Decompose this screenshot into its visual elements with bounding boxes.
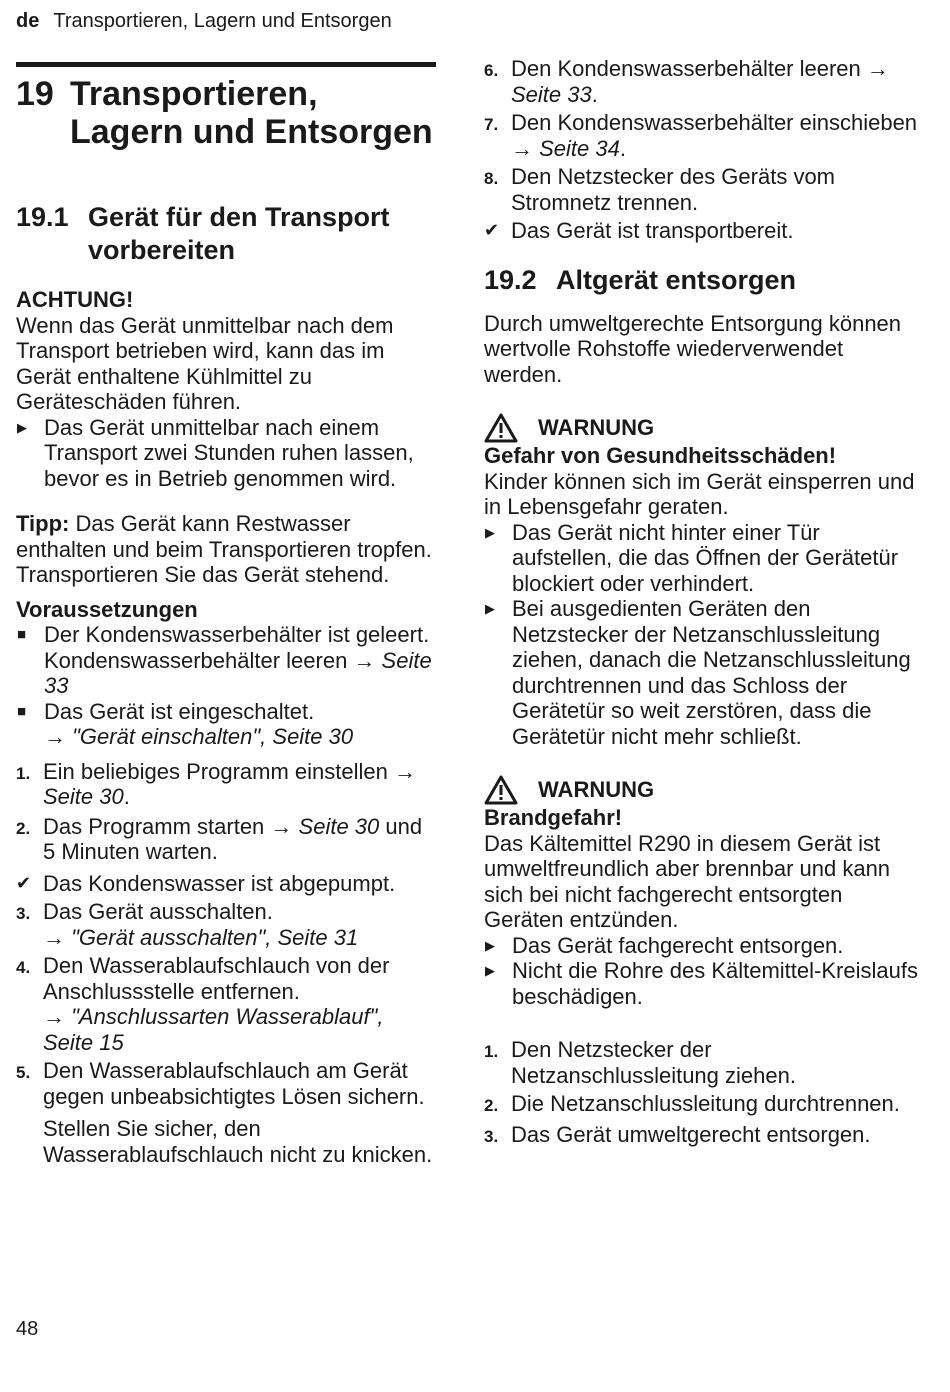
checkmark-icon: ✔ <box>16 872 32 893</box>
section-heading-19-1 <box>16 201 436 267</box>
step-text: Den Kondenswasserbehälter einschieben → <box>511 110 918 161</box>
warning-heading <box>484 413 924 443</box>
tip-text: Das Gerät kann Restwasser enthalten und beim Transportieren tropfen. Transportieren Sie das Gerät stehend. <box>16 511 432 587</box>
warning-heading <box>484 775 924 805</box>
prerequisite-item <box>16 622 436 699</box>
triangle-bullet-icon: ▶ <box>485 601 495 616</box>
header-title: Transportieren, Lagern und Entsorgen <box>53 10 392 32</box>
chapter-rule <box>16 62 436 67</box>
warning-text: Das Kältemittel R290 in diesem Gerät ist umweltfreundlich aber brennbar und kann sich bei nicht fachgerecht entsorgten Geräten entzünden. <box>484 830 891 932</box>
step-text-end: und 5 Minuten warten. <box>43 813 423 864</box>
warning-instruction <box>484 958 924 1009</box>
page-number: 48 <box>16 1318 39 1340</box>
step-note: Stellen Sie sicher, den Wasserablaufschlauch nicht zu knicken. <box>43 1116 433 1167</box>
chapter-title-line2: Lagern und Entsorgen <box>70 113 433 151</box>
achtung-text: Wenn das Gerät unmittelbar nach dem Transport betrieben wird, kann das im Gerät enthaltene Kühlmittel zu Geräteschäden führen. <box>16 312 394 414</box>
warning-instruction-text: Das Gerät nicht hinter einer Tür aufstellen, die das Öffnen der Gerätetür blockiert oder verhindert. <box>512 519 899 596</box>
checkmark-icon: ✔ <box>484 220 500 240</box>
square-bullet-icon: ■ <box>17 702 27 720</box>
warning-instruction-text: Das Gerät fachgerecht entsorgen. <box>512 932 844 958</box>
step-text-end: . <box>591 81 598 107</box>
triangle-bullet-icon: ▶ <box>17 419 27 435</box>
achtung-label: ACHTUNG! <box>16 287 134 312</box>
step-number: 3. <box>16 904 31 923</box>
step-number: 3. <box>484 1126 499 1146</box>
step-item <box>484 1091 924 1119</box>
step-text: Ein beliebiges Programm einstellen → <box>43 758 416 784</box>
running-header <box>16 9 392 33</box>
warning-text: Kinder können sich im Gerät einsperren und in Lebensgefahr geraten. <box>484 468 915 519</box>
tip-label: Tipp: <box>16 511 70 536</box>
language-code: de <box>16 10 40 32</box>
step-text: Den Netzstecker der Netzanschlussleitung ziehen. <box>511 1037 796 1088</box>
result-item <box>484 218 924 244</box>
chapter-number: 19 <box>16 75 54 113</box>
prerequisites-label: Voraussetzungen <box>16 596 198 622</box>
step-item <box>484 1122 924 1150</box>
warning-label: WARNUNG <box>538 777 655 802</box>
step-item <box>484 164 924 215</box>
result-text: Das Gerät ist transportbereit. <box>511 218 794 243</box>
step-item <box>16 759 436 810</box>
warning-triangle-icon <box>484 413 518 443</box>
step-text: Den Wasserablaufschlauch am Gerät gegen unbeabsichtigtes Lösen sichern. <box>43 1058 425 1109</box>
step-text: Den Wasserablaufschlauch von der Anschlussstelle entfernen. <box>43 953 390 1004</box>
step-item <box>16 814 436 865</box>
triangle-bullet-icon: ▶ <box>485 963 495 978</box>
section-title: Altgerät entsorgen <box>556 264 797 295</box>
step-text: Das Gerät umweltgerecht entsorgen. <box>511 1121 871 1147</box>
step-number: 6. <box>484 61 499 80</box>
step-number: 1. <box>16 763 31 783</box>
step-number: 8. <box>484 169 499 188</box>
warning-title: Gefahr von Gesundheitsschäden! <box>484 443 837 468</box>
warning-instruction <box>484 520 924 597</box>
page-reference: Seite 34 <box>539 135 620 161</box>
step-number: 5. <box>16 1063 31 1082</box>
step-item <box>484 110 924 161</box>
page-reference: Seite 33 <box>44 647 432 698</box>
chapter-heading <box>16 75 436 151</box>
square-bullet-icon: ■ <box>17 626 27 643</box>
chapter-title <box>70 75 433 151</box>
step-text-end: . <box>619 135 626 161</box>
page-reference: Seite 33 <box>511 81 592 107</box>
step-number: 4. <box>16 958 31 977</box>
achtung-instruction <box>16 415 436 492</box>
page-reference: Seite 30 <box>43 784 124 809</box>
section-title-line1: Gerät für den Transport <box>88 202 390 232</box>
warning-instruction-text: Bei ausgedienten Geräten den Netzstecker der Netzanschlussleitung ziehen, danach die Netzanschlussleitung durchtrennen und das Schloss der Gerätetür so weit zerstören, dass die Gerätetür nicht mehr schließt. <box>512 596 911 749</box>
warning-instruction-text: Nicht die Rohre des Kältemittel-Kreislaufs beschädigen. <box>512 958 918 1009</box>
section-title-line2: vorbereiten <box>88 235 236 265</box>
section-number: 19.1 <box>16 202 69 232</box>
page-reference: → "Anschlussarten Wasserablauf", Seite 15 <box>43 1004 384 1055</box>
step-number: 2. <box>16 818 31 838</box>
triangle-bullet-icon: ▶ <box>485 937 495 953</box>
step-item <box>484 56 924 107</box>
result-item <box>16 871 436 897</box>
right-column <box>484 56 924 1149</box>
prerequisite-text: Das Gerät ist eingeschaltet. <box>44 698 315 724</box>
warning-label: WARNUNG <box>538 415 655 440</box>
step-item <box>16 953 436 1055</box>
warning-instruction <box>484 596 924 749</box>
section-number: 19.2 <box>484 264 537 295</box>
step-text: Den Kondenswasserbehälter leeren → <box>511 56 889 81</box>
step-text: Das Gerät ausschalten. <box>43 899 273 924</box>
step-number: 2. <box>484 1096 499 1115</box>
step-item <box>484 1037 924 1088</box>
step-number: 7. <box>484 115 499 134</box>
triangle-bullet-icon: ▶ <box>485 524 495 540</box>
page-reference: Seite 30 <box>298 813 380 839</box>
section-title <box>88 201 390 267</box>
achtung-instruction-text: Das Gerät unmittelbar nach einem Transport zwei Stunden ruhen lassen, bevor es in Betrieb genommen wird. <box>44 414 414 491</box>
step-text: Das Programm starten → <box>43 813 293 839</box>
result-text: Das Kondenswasser ist abgepumpt. <box>43 870 396 896</box>
prerequisite-text: Der Kondenswasserbehälter ist geleert. Kondenswasserbehälter leeren → <box>44 622 430 673</box>
step-text-end: . <box>123 784 130 809</box>
section-heading-19-2 <box>484 264 924 297</box>
left-column <box>16 62 436 1167</box>
section-intro: Durch umweltgerechte Entsorgung können wertvolle Rohstoffe wiederverwendet werden. <box>484 310 902 387</box>
warning-title: Brandgefahr! <box>484 805 623 830</box>
step-item <box>16 899 436 950</box>
step-number: 1. <box>484 1042 499 1061</box>
warning-triangle-icon <box>484 775 518 805</box>
chapter-title-line1: Transportieren, <box>70 75 318 113</box>
step-item <box>16 1058 436 1109</box>
warning-instruction <box>484 933 924 959</box>
step-text: Die Netzanschlussleitung durchtrennen. <box>511 1091 900 1116</box>
tip-paragraph <box>16 511 436 588</box>
prerequisite-item <box>16 699 436 750</box>
page-reference: → "Gerät einschalten", Seite 30 <box>44 724 354 749</box>
step-text: Den Netzstecker des Geräts vom Stromnetz trennen. <box>511 164 836 215</box>
page-reference: → "Gerät ausschalten", Seite 31 <box>43 924 359 950</box>
